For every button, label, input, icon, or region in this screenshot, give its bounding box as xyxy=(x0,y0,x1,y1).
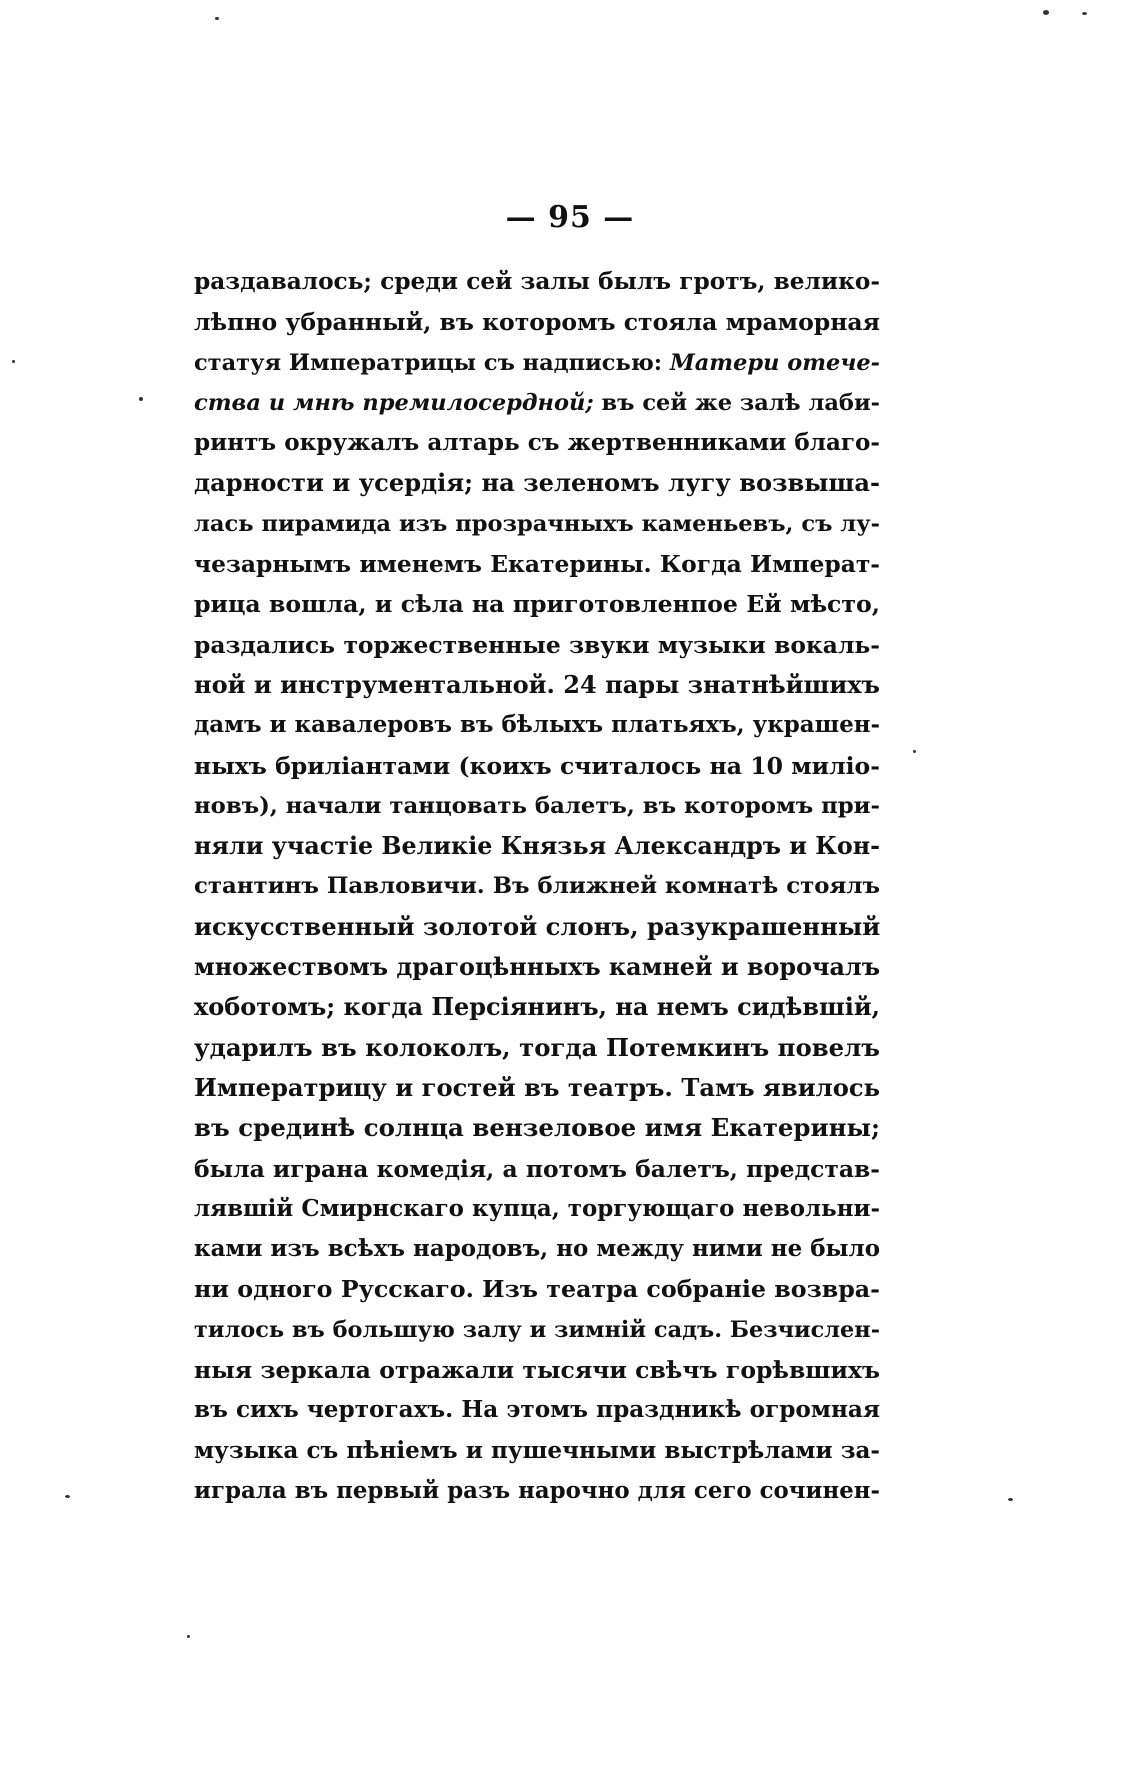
text-line xyxy=(194,463,880,503)
text-line xyxy=(194,746,880,786)
text-line xyxy=(194,1431,880,1471)
scan-speck xyxy=(187,1635,190,1638)
text-segment: тилось въ большую залу и зимній садъ. Безчислен- xyxy=(194,1316,880,1343)
scan-speck xyxy=(1008,1498,1013,1501)
text-segment: раздавалось; среди сей залы былъ гротъ, велико- xyxy=(194,268,880,295)
text-line xyxy=(194,786,880,826)
text-line xyxy=(194,1028,880,1068)
text-line xyxy=(194,665,880,705)
text-segment: лѣпно убранный, въ которомъ стояла мраморная xyxy=(194,308,880,337)
text-line xyxy=(194,947,880,987)
text-segment: ни одного Русскаго. Изъ театра собраніе возвра- xyxy=(194,1275,880,1304)
text-segment: ринтъ окружалъ алтарь съ жертвенниками благо- xyxy=(194,429,880,457)
text-line xyxy=(194,1350,880,1390)
text-line xyxy=(194,302,880,342)
page-number: — 95 — xyxy=(505,200,635,235)
text-segment: новъ), начали танцовать балетъ, въ которомъ при- xyxy=(194,792,880,819)
text-line xyxy=(194,826,880,866)
text-line xyxy=(194,504,880,544)
text-line xyxy=(194,1310,880,1350)
text-segment: хоботомъ; когда Персіянинъ, на немъ сидѣвшій, xyxy=(194,992,880,1022)
text-line xyxy=(194,343,880,383)
text-line xyxy=(194,1229,880,1269)
scan-speck xyxy=(1043,10,1049,15)
text-line xyxy=(194,423,880,463)
text-line xyxy=(194,544,880,584)
text-segment: чезарнымъ именемъ Екатерины. Когда Императ- xyxy=(194,550,880,579)
text-segment: дамъ и кавалеровъ въ бѣлыхъ платьяхъ, украшен- xyxy=(194,712,880,739)
text-segment: ныхъ бриліантами (коихъ считалось на 10 миліо- xyxy=(194,751,880,780)
text-segment: Императрицу и гостей въ театръ. Тамъ явилось xyxy=(194,1072,880,1102)
text-segment: играла въ первый разъ нарочно для сего сочинен- xyxy=(194,1477,880,1504)
body-text xyxy=(194,262,880,1511)
text-segment: дарности и усердія; на зеленомъ лугу возвыша- xyxy=(194,468,880,498)
text-segment: лась пирамида изъ прозрачныхъ каменьевъ, съ лу- xyxy=(194,510,880,537)
text-line xyxy=(194,987,880,1027)
italic-segment: Матери отече- xyxy=(669,349,880,376)
text-segment: раздались торжественные звуки музыки вокаль- xyxy=(194,630,880,659)
text-segment: ками изъ всѣхъ народовъ, но между ними не было xyxy=(194,1235,880,1263)
text-line xyxy=(194,584,880,624)
text-line xyxy=(194,907,880,947)
text-segment: ной и инструментальной. 24 пары знатнѣйшихъ xyxy=(194,669,880,699)
text-line xyxy=(194,705,880,745)
scan-speck xyxy=(12,360,15,363)
text-segment: была играна комедія, а потомъ балетъ, представ- xyxy=(194,1154,880,1183)
text-segment: искусственный золотой слонъ, разукрашенный xyxy=(194,911,881,941)
text-segment: въ сихъ чертогахъ. На этомъ праздникѣ огромная xyxy=(194,1396,880,1424)
text-segment: ныя зеркала отражали тысячи свѣчъ горѣвшихъ xyxy=(194,1356,880,1385)
text-segment: стантинъ Павловичи. Въ ближней комнатѣ стоялъ xyxy=(194,873,880,900)
text-line xyxy=(194,1390,880,1430)
text-segment: въ срединѣ солнца вензеловое имя Екатерины; xyxy=(194,1113,880,1143)
text-segment: музыка съ пѣніемъ и пушечными выстрѣлами за- xyxy=(194,1436,880,1464)
text-segment: няли участіе Великіе Князья Александръ и Кон- xyxy=(194,832,880,861)
text-line xyxy=(194,1108,880,1148)
text-segment: статуя Императрицы съ надписью: xyxy=(194,349,670,376)
text-segment: въ сей же залѣ лаби- xyxy=(593,389,880,416)
scan-speck xyxy=(215,17,219,20)
scan-speck xyxy=(139,397,143,401)
text-line xyxy=(194,625,880,665)
text-line xyxy=(194,1471,880,1511)
text-line xyxy=(194,262,880,302)
text-line xyxy=(194,1269,880,1309)
text-line xyxy=(194,1189,880,1229)
text-line xyxy=(194,1068,880,1108)
text-line xyxy=(194,1149,880,1189)
text-line xyxy=(194,866,880,906)
scan-speck xyxy=(1082,12,1087,15)
scan-speck xyxy=(65,1495,70,1498)
text-segment: рица вошла, и сѣла на приготовленпое Ей мѣсто, xyxy=(194,590,880,619)
scan-speck xyxy=(913,750,916,753)
text-segment: множествомъ драгоцѣнныхъ камней и ворочалъ xyxy=(194,953,880,982)
text-segment: лявшій Смирнскаго купца, торгующаго невольни- xyxy=(194,1194,880,1222)
text-line xyxy=(194,383,880,423)
text-segment: ударилъ въ колоколъ, тогда Потемкинъ повелъ xyxy=(194,1032,880,1062)
italic-segment: ства и мнѣ премилосердной; xyxy=(194,389,594,416)
